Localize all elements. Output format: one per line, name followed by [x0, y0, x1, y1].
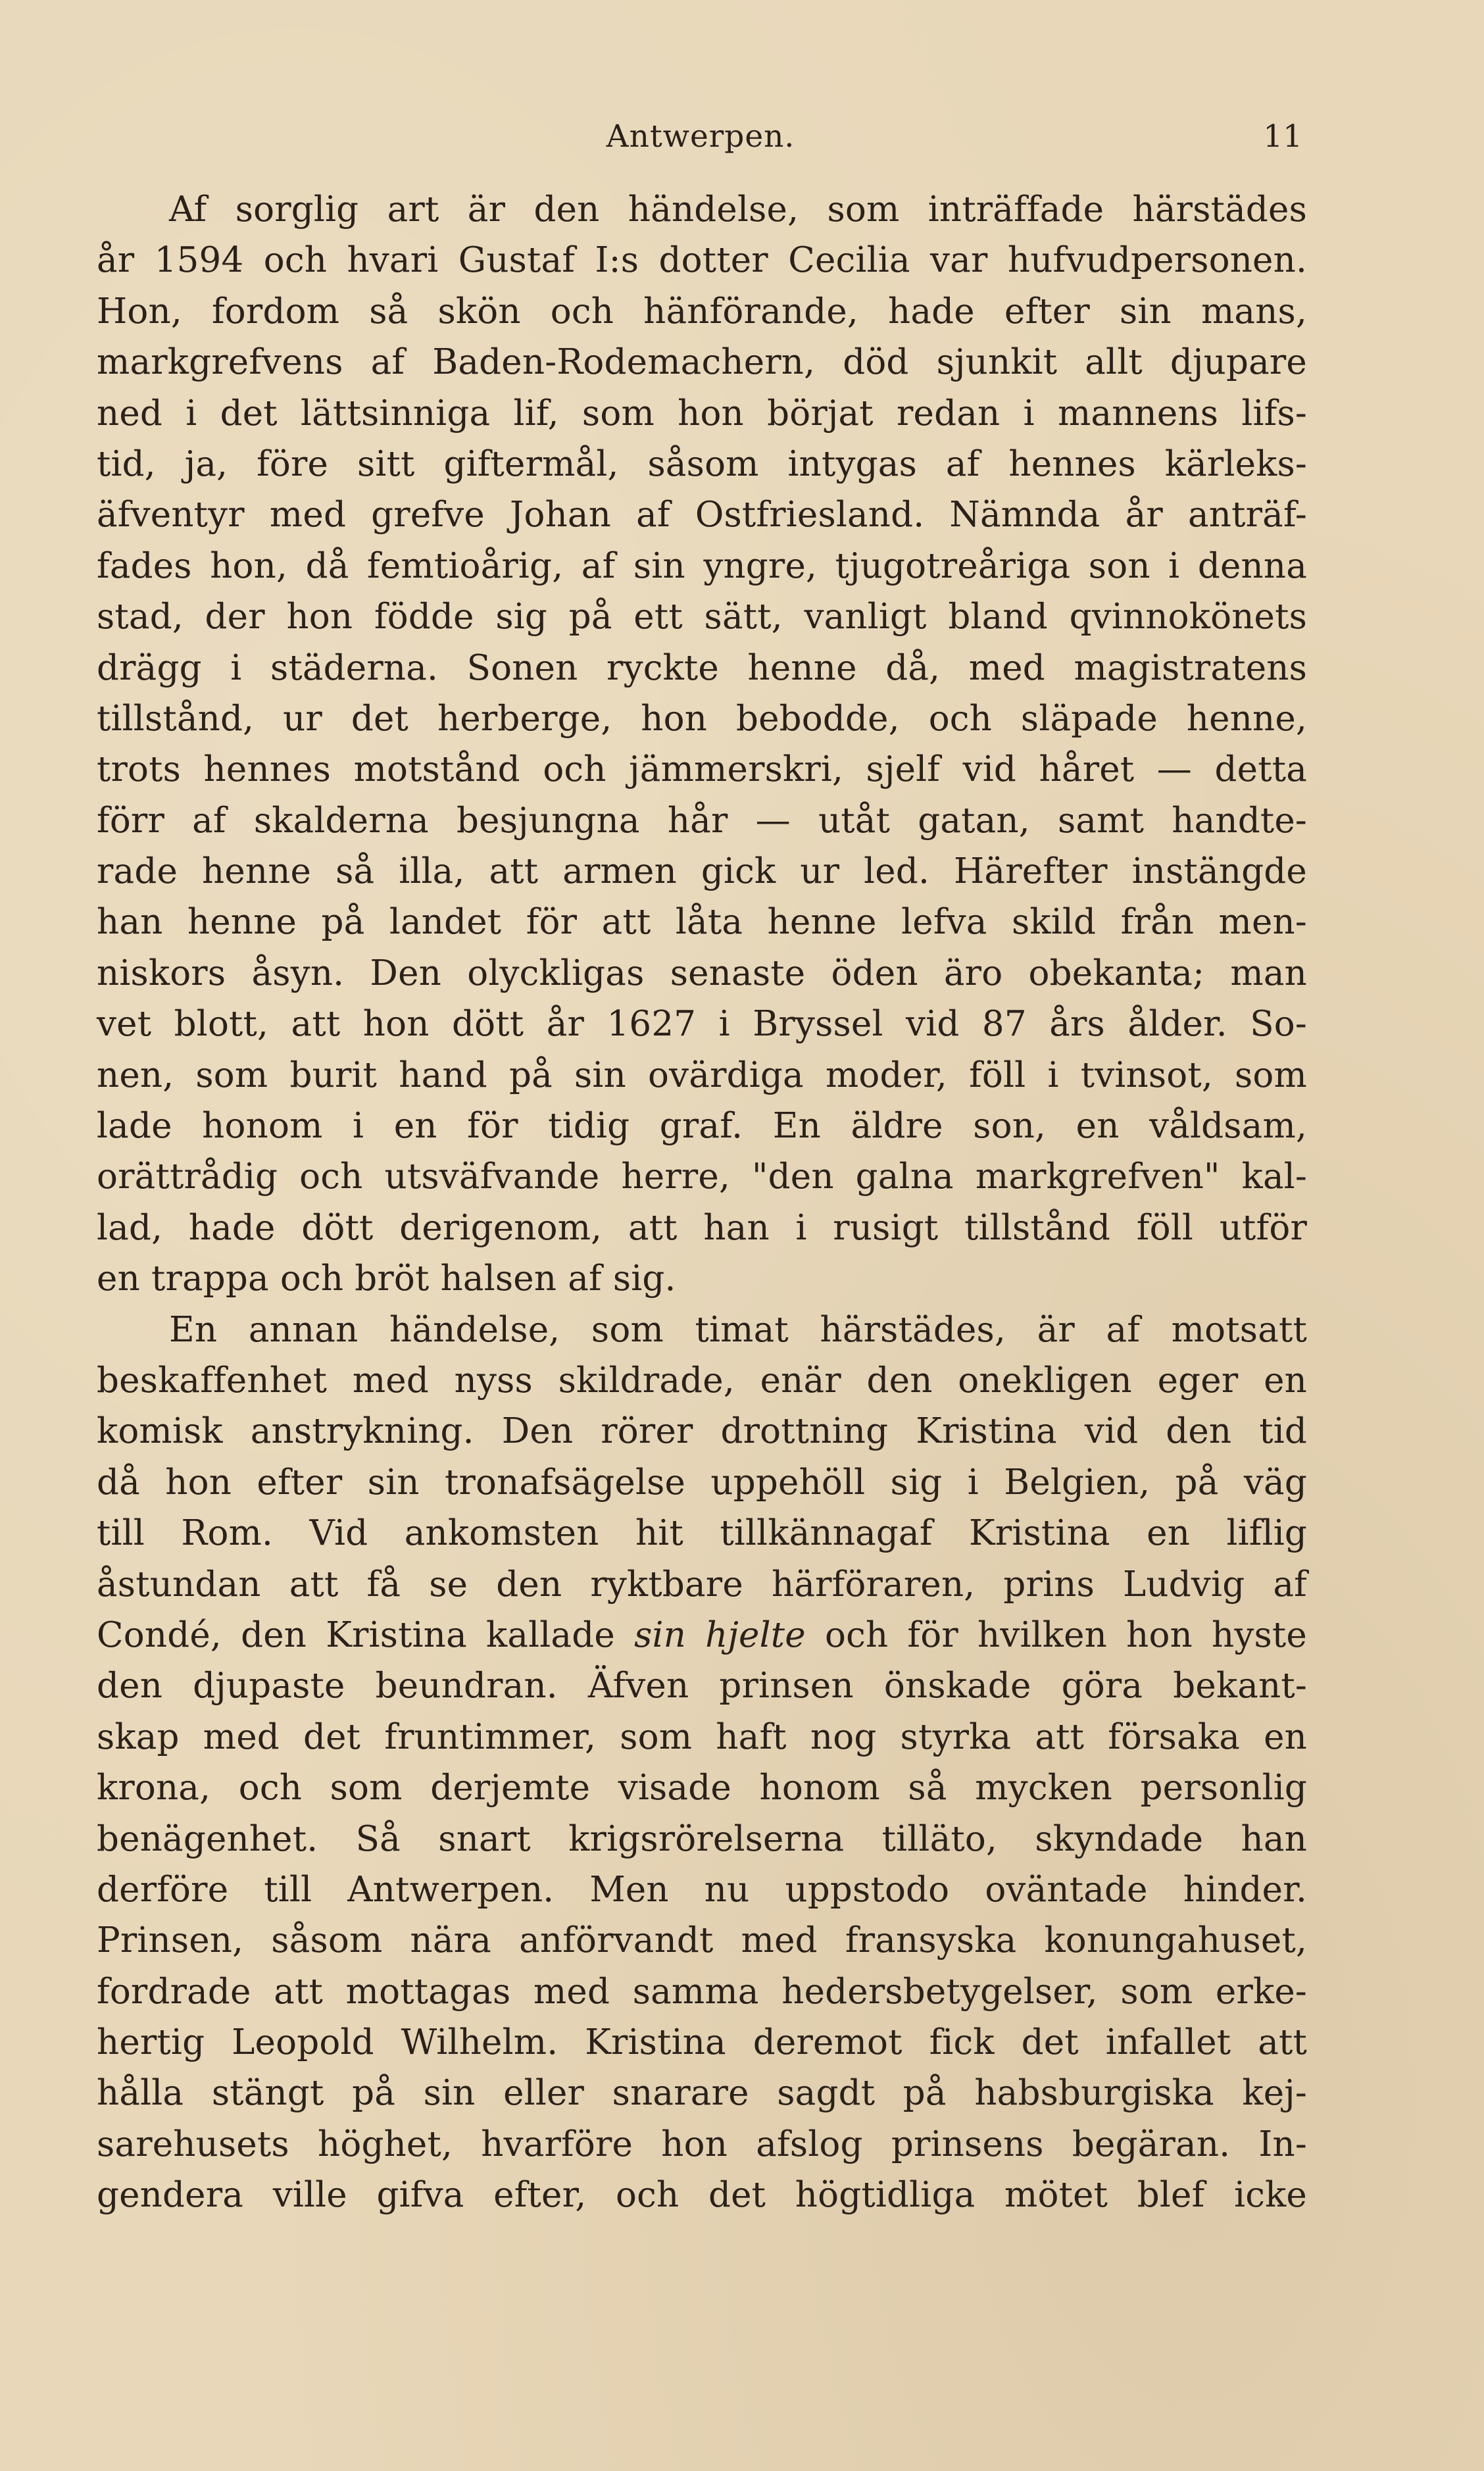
text-line: ned i det lättsinniga lif, som hon börjat redan i mannens lifs- [97, 393, 1307, 434]
text-line: sarehusets höghet, hvarföre hon afslog prinsens begäran. In- [97, 2124, 1307, 2164]
body-text [97, 184, 1307, 2221]
text-line: nen, som burit hand på sin ovärdiga moder, föll i tvinsot, som [97, 1055, 1307, 1095]
text-line: vet blott, att hon dött år 1627 i Bryssel vid 87 års ålder. So- [97, 1004, 1307, 1045]
line-text-before-emphasis: Condé, den Kristina kallade [97, 1614, 615, 1655]
text-line: fordrade att mottagas med samma hedersbetygelser, som erke- [97, 1971, 1307, 2012]
text-line: lade honom i en för tidig graf. En äldre son, en våldsam, [97, 1106, 1307, 1147]
text-line: trots hennes motstånd och jämmerskri, sjelf vid håret — detta [97, 749, 1307, 790]
text-line: förr af skalderna besjungna hår — utåt gatan, samt handte- [97, 800, 1307, 841]
text-line: en trappa och bröt halsen af sig. [97, 1259, 676, 1299]
text-line: fades hon, då femtioårig, af sin yngre, tjugotreåriga son i denna [97, 545, 1307, 586]
text-line: skap med det fruntimmer, som haft nog styrka att försaka en [97, 1716, 1307, 1757]
text-line: komisk anstrykning. Den rörer drottning Kristina vid den tid [97, 1411, 1307, 1452]
text-line: benägenhet. Så snart krigsrörelserna tilläto, skyndade han [97, 1818, 1307, 1859]
text-line: tillstånd, ur det herberge, hon bebodde, och släpade henne, [97, 698, 1307, 739]
text-line: hålla stängt på sin eller snarare sagdt på habsburgiska kej- [97, 2073, 1307, 2114]
text-line: år 1594 och hvari Gustaf I:s dotter Cecilia var hufvudpersonen. [97, 240, 1307, 281]
text-line: lad, hade dött derigenom, att han i rusigt tillstånd föll utför [97, 1207, 1307, 1248]
running-head: Antwerpen. [606, 118, 795, 155]
text-line: beskaffenhet med nyss skildrade, enär den onekligen eger en [97, 1360, 1307, 1401]
paragraph-2 [97, 1305, 1307, 2221]
text-line: till Rom. Vid ankomsten hit tillkännagaf Kristina en liflig [97, 1513, 1307, 1554]
text-line: derföre till Antwerpen. Men nu uppstodo oväntade hinder. [97, 1869, 1307, 1910]
text-line: hertig Leopold Wilhelm. Kristina deremot fick det infallet att [97, 2022, 1307, 2063]
text-line: niskors åsyn. Den olyckligas senaste öden äro obekanta; man [97, 953, 1307, 993]
text-line: drägg i städerna. Sonen ryckte henne då, med magistratens [97, 647, 1307, 688]
text-line: han henne på landet för att låta henne lefva skild från men- [97, 902, 1307, 943]
text-line: En annan händelse, som timat härstädes, är af motsatt [169, 1309, 1307, 1350]
page-header [99, 113, 1302, 159]
page-number: 11 [1263, 118, 1302, 155]
text-line: krona, och som derjemte visade honom så mycken personlig [97, 1768, 1307, 1809]
text-line: åstundan att få se den ryktbare härföraren, prins Ludvig af [97, 1564, 1307, 1605]
text-line: äfventyr med grefve Johan af Ostfriesland. Nämnda år anträf- [97, 495, 1307, 536]
text-line-with-emphasis [97, 1610, 1307, 1660]
text-line: tid, ja, före sitt giftermål, såsom intygas af hennes kärleks- [97, 443, 1307, 484]
text-line: orättrådig och utsväfvande herre, "den galna markgrefven" kal- [97, 1157, 1307, 1197]
text-line: stad, der hon födde sig på ett sätt, vanligt bland qvinnokönets [97, 597, 1307, 637]
text-line: markgrefvens af Baden-Rodemachern, död sjunkit allt djupare [97, 342, 1307, 383]
text-line: då hon efter sin tronafsägelse uppehöll sig i Belgien, på väg [97, 1462, 1307, 1503]
emphasized-text: sin hjelte [634, 1614, 806, 1655]
text-line: Prinsen, såsom nära anförvandt med fransyska konungahuset, [97, 1920, 1307, 1961]
paragraph-1 [97, 184, 1307, 1305]
text-line: Hon, fordom så skön och hänförande, hade efter sin mans, [97, 291, 1307, 332]
text-line: gendera ville gifva efter, och det högtidliga mötet blef icke [97, 2175, 1307, 2216]
text-line: den djupaste beundran. Äfven prinsen önskade göra bekant- [97, 1666, 1307, 1707]
line-text-after-emphasis: och för hvilken hon hyste [824, 1614, 1307, 1655]
text-line: Af sorglig art är den händelse, som inträffade härstädes [169, 189, 1307, 230]
text-line: rade henne så illa, att armen gick ur led. Härefter instängde [97, 851, 1307, 892]
